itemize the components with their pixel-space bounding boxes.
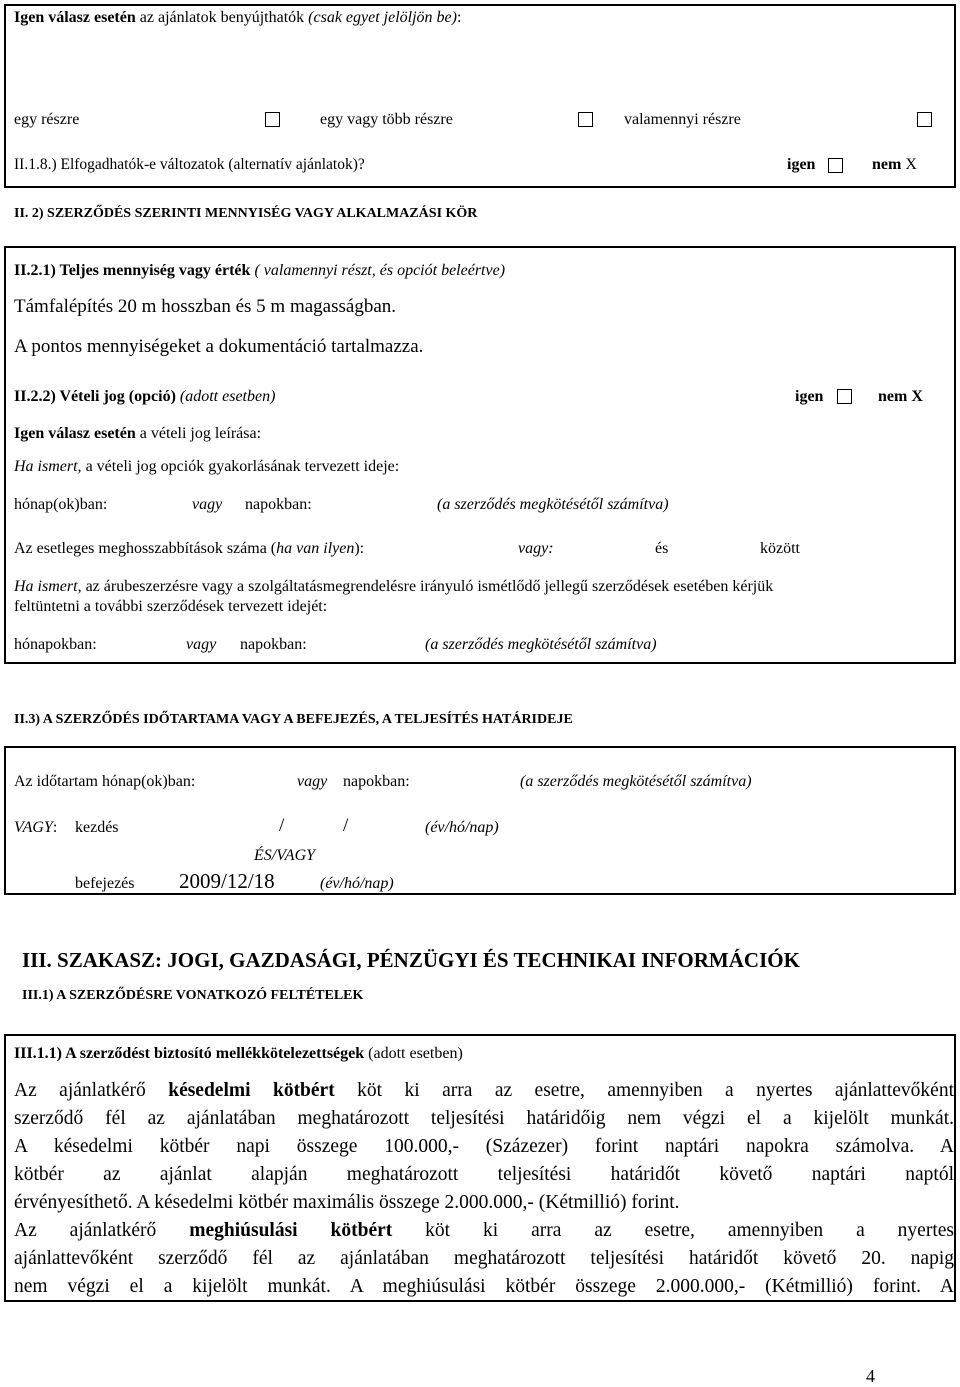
guarantees-heading: III.1.1) A szerződést biztosító mellékkötelezettségek (adott esetben) (14, 1045, 463, 1062)
duration-from-signing-note: (a szerződés megkötésétől számítva) (520, 773, 752, 790)
variants-question: II.1.8.) Elfogadhatók-e változatok (alternatív ajánlatok)? (14, 156, 365, 173)
recurring-from-signing-note: (a szerződés megkötésétől számítva) (425, 636, 657, 653)
start-label: kezdés (75, 819, 119, 836)
start-date-slash-2: / (343, 815, 349, 836)
guarantees-line-1: Az ajánlatkérő késedelmi kötbért köt ki arra az esetre, amennyiben a nyertes ajánlattevőként (14, 1080, 954, 1101)
total-quantity-heading: II.2.1) Teljes mennyiség vagy érték ( valamennyi részt, és opciót beleértve) (14, 262, 506, 279)
quantity-line-2: A pontos mennyiségeket a dokumentáció tartalmazza. (14, 336, 424, 357)
start-date-format: (év/hó/nap) (425, 819, 499, 836)
variants-yes-checkbox[interactable] (828, 158, 843, 173)
recurring-contracts-line-2: feltüntetni a további szerződések tervezett idejét: (14, 598, 328, 615)
options-heading: II.2.2) Vételi jog (opció) (adott esetben) (14, 388, 276, 405)
duration-days-label: napokban: (343, 773, 410, 790)
options-months-label: hónap(ok)ban: (14, 496, 108, 513)
duration-or-label: vagy (297, 773, 328, 790)
variants-no-label: nem X (872, 156, 917, 173)
page-number: 4 (866, 1366, 875, 1386)
quantity-line-1: Támfalépítés 20 m hosszban és 5 m magasságban. (14, 296, 397, 317)
extensions-between-label: között (760, 540, 800, 557)
guarantees-line-3: A késedelmi kötbér napi összege 100.000,- (Százezer) forint naptári napokra számolva. A (14, 1136, 954, 1157)
section-three-heading: III. SZAKASZ: JOGI, GAZDASÁGI, PÉNZÜGYI ÉS TECHNIKAI INFORMÁCIÓK (22, 948, 800, 972)
guarantees-line-4: kötbér az ajánlat alapján meghatározott teljesítési határidőt követő naptári naptól (14, 1164, 954, 1185)
recurring-contracts-line-1: Ha ismert, az árubeszerzésre vagy a szolgáltatásmegrendelésre irányuló ismétlődő jellegű szerződések esetében kérjük (14, 578, 774, 595)
and-or-label: ÉS/VAGY (254, 847, 316, 864)
variants-yes-label: igen (787, 156, 816, 173)
options-schedule-label: Ha ismert, a vételi jog opciók gyakorlásának tervezett ideje: (14, 458, 400, 475)
end-label: befejezés (75, 875, 135, 892)
options-yes-label: igen (795, 388, 824, 405)
option-multiple-lots-checkbox[interactable] (578, 112, 593, 127)
options-description-label: Igen válasz esetén a vételi jog leírása: (14, 425, 262, 442)
lots-question: Igen válasz esetén az ajánlatok benyújthatók (csak egyet jelöljön be): (14, 9, 462, 26)
options-no-label: nem X (878, 388, 923, 405)
guarantees-line-7: ajánlattevőként szerződő fél az ajánlatában meghatározott teljesítési határidőt követő 20. napig (14, 1248, 954, 1269)
guarantees-line-8: nem végzi el a kijelölt munkát. A meghiúsulási kötbér összege 2.000.000,- (Kétmillió) forint. A (14, 1276, 954, 1297)
option-one-lot-checkbox[interactable] (265, 112, 280, 127)
duration-months-label: Az időtartam hónap(ok)ban: (14, 773, 196, 790)
extensions-label: Az esetleges meghosszabbítások száma (ha van ilyen): (14, 540, 365, 557)
guarantees-line-2: szerződő fél az ajánlatában meghatározott teljesítési határidőig nem végzi el a kijelölt munkát. (14, 1108, 954, 1129)
options-or-label: vagy (192, 496, 223, 513)
end-date-value: 2009/12/18 (179, 869, 275, 893)
options-yes-checkbox[interactable] (837, 389, 852, 404)
options-days-label: napokban: (245, 496, 312, 513)
recurring-months-label: hónapokban: (14, 636, 97, 653)
extensions-or-label: vagy: (518, 540, 554, 557)
contract-conditions-heading: III.1) A SZERZŐDÉSRE VONATKOZÓ FELTÉTELEK (22, 988, 364, 1003)
section-quantity-heading: II. 2) SZERZŐDÉS SZERINTI MENNYISÉG VAGY ALKALMAZÁSI KÖR (14, 206, 478, 221)
guarantees-line-5: érvényesíthető. A késedelmi kötbér maximális összege 2.000.000,- (Kétmillió) forint. (14, 1192, 680, 1213)
option-all-lots-label: valamennyi részre (624, 111, 741, 128)
option-all-lots-checkbox[interactable] (917, 112, 932, 127)
start-date-slash-1: / (279, 815, 285, 836)
duration-or-dates-label: VAGY: (14, 819, 58, 836)
option-one-lot-label: egy részre (14, 111, 80, 128)
recurring-days-label: napokban: (240, 636, 307, 653)
options-from-signing-note: (a szerződés megkötésétől számítva) (437, 496, 669, 513)
guarantees-line-6: Az ajánlatkérő meghiúsulási kötbért köt ki arra az esetre, amennyiben a nyertes (14, 1220, 954, 1241)
extensions-and-label: és (655, 540, 669, 557)
option-multiple-lots-label: egy vagy több részre (320, 111, 453, 128)
end-date-format: (év/hó/nap) (320, 875, 394, 892)
duration-heading: II.3) A SZERZŐDÉS IDŐTARTAMA VAGY A BEFEJEZÉS, A TELJESÍTÉS HATÁRIDEJE (14, 712, 573, 727)
recurring-or-label: vagy (186, 636, 217, 653)
